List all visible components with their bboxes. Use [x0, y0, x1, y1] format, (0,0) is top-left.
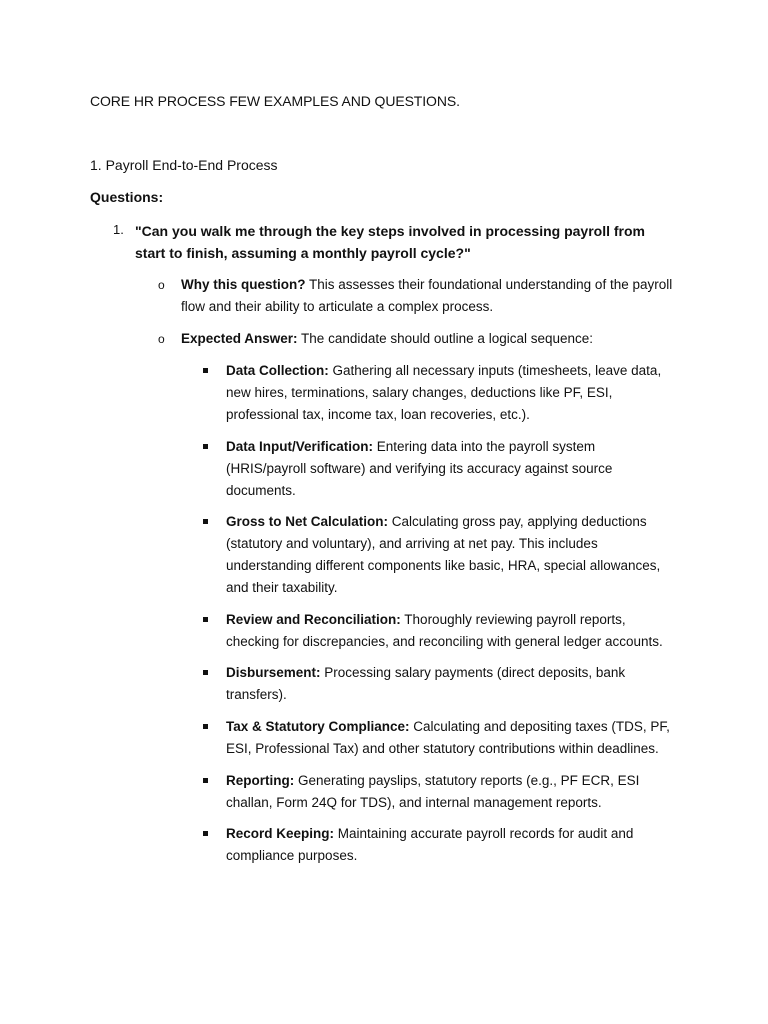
- step-label: Reporting:: [226, 773, 295, 788]
- list-item: [226, 716, 676, 760]
- why-label: Why this question?: [181, 277, 306, 292]
- sub-bullet-marker: o: [158, 332, 165, 346]
- list-item: [226, 823, 676, 867]
- step-text: Generating payslips, statutory reports (e.g., PF ECR, ESI challan, Form 24Q for TDS), and internal management reports.: [226, 773, 640, 810]
- square-bullet-icon: [203, 617, 208, 622]
- square-bullet-icon: [203, 670, 208, 675]
- step-text: Calculating gross pay, applying deductions (statutory and voluntary), and arriving at net pay. This includes understanding different components like basic, HRA, special allowances, and their taxability.: [226, 514, 661, 595]
- list-item: [226, 436, 676, 502]
- expected-label: Expected Answer:: [181, 331, 298, 346]
- step-label: Tax & Statutory Compliance:: [226, 719, 410, 734]
- square-bullet-icon: [203, 444, 208, 449]
- expected-text: The candidate should outline a logical sequence:: [297, 331, 594, 346]
- step-text: Gathering all necessary inputs (timesheets, leave data, new hires, terminations, salary changes, deductions like PF, ESI, professional tax, income tax, loan recoveries, etc.).: [226, 363, 662, 422]
- why-text: This assesses their foundational understanding of the payroll flow and their ability to articulate a complex process.: [181, 277, 673, 314]
- square-bullet-icon: [203, 778, 208, 783]
- list-item: [226, 770, 676, 814]
- sub-bullet-marker: o: [158, 278, 165, 292]
- step-label: Gross to Net Calculation:: [226, 514, 389, 529]
- step-label: Review and Reconciliation:: [226, 612, 401, 627]
- step-label: Record Keeping:: [226, 826, 335, 841]
- square-bullet-icon: [203, 831, 208, 836]
- section-heading: 1. Payroll End-to-End Process: [90, 157, 278, 173]
- why-this-question: [181, 274, 681, 318]
- list-item: [226, 609, 676, 653]
- square-bullet-icon: [203, 519, 208, 524]
- step-label: Data Input/Verification:: [226, 439, 374, 454]
- expected-answer: [181, 328, 681, 350]
- step-text: Thoroughly reviewing payroll reports, checking for discrepancies, and reconciling with general ledger accounts.: [226, 612, 663, 649]
- step-text: Processing salary payments (direct deposits, bank transfers).: [226, 665, 626, 702]
- list-item: [226, 511, 676, 599]
- step-text: Maintaining accurate payroll records for audit and compliance purposes.: [226, 826, 634, 863]
- list-item: [226, 360, 676, 426]
- question-number: 1.: [113, 222, 124, 237]
- step-label: Data Collection:: [226, 363, 329, 378]
- question-text: "Can you walk me through the key steps involved in processing payroll from start to finish, assuming a monthly payroll cycle?": [135, 223, 645, 261]
- step-text: Calculating and depositing taxes (TDS, PF, ESI, Professional Tax) and other statutory contributions within deadlines.: [226, 719, 670, 756]
- step-text: Entering data into the payroll system (HRIS/payroll software) and verifying its accuracy against source documents.: [226, 439, 613, 498]
- questions-label: Questions:: [90, 189, 164, 205]
- list-item: [226, 662, 676, 706]
- square-bullet-icon: [203, 724, 208, 729]
- square-bullet-icon: [203, 368, 208, 373]
- document-title: CORE HR PROCESS FEW EXAMPLES AND QUESTIONS.: [90, 93, 460, 109]
- step-label: Disbursement:: [226, 665, 321, 680]
